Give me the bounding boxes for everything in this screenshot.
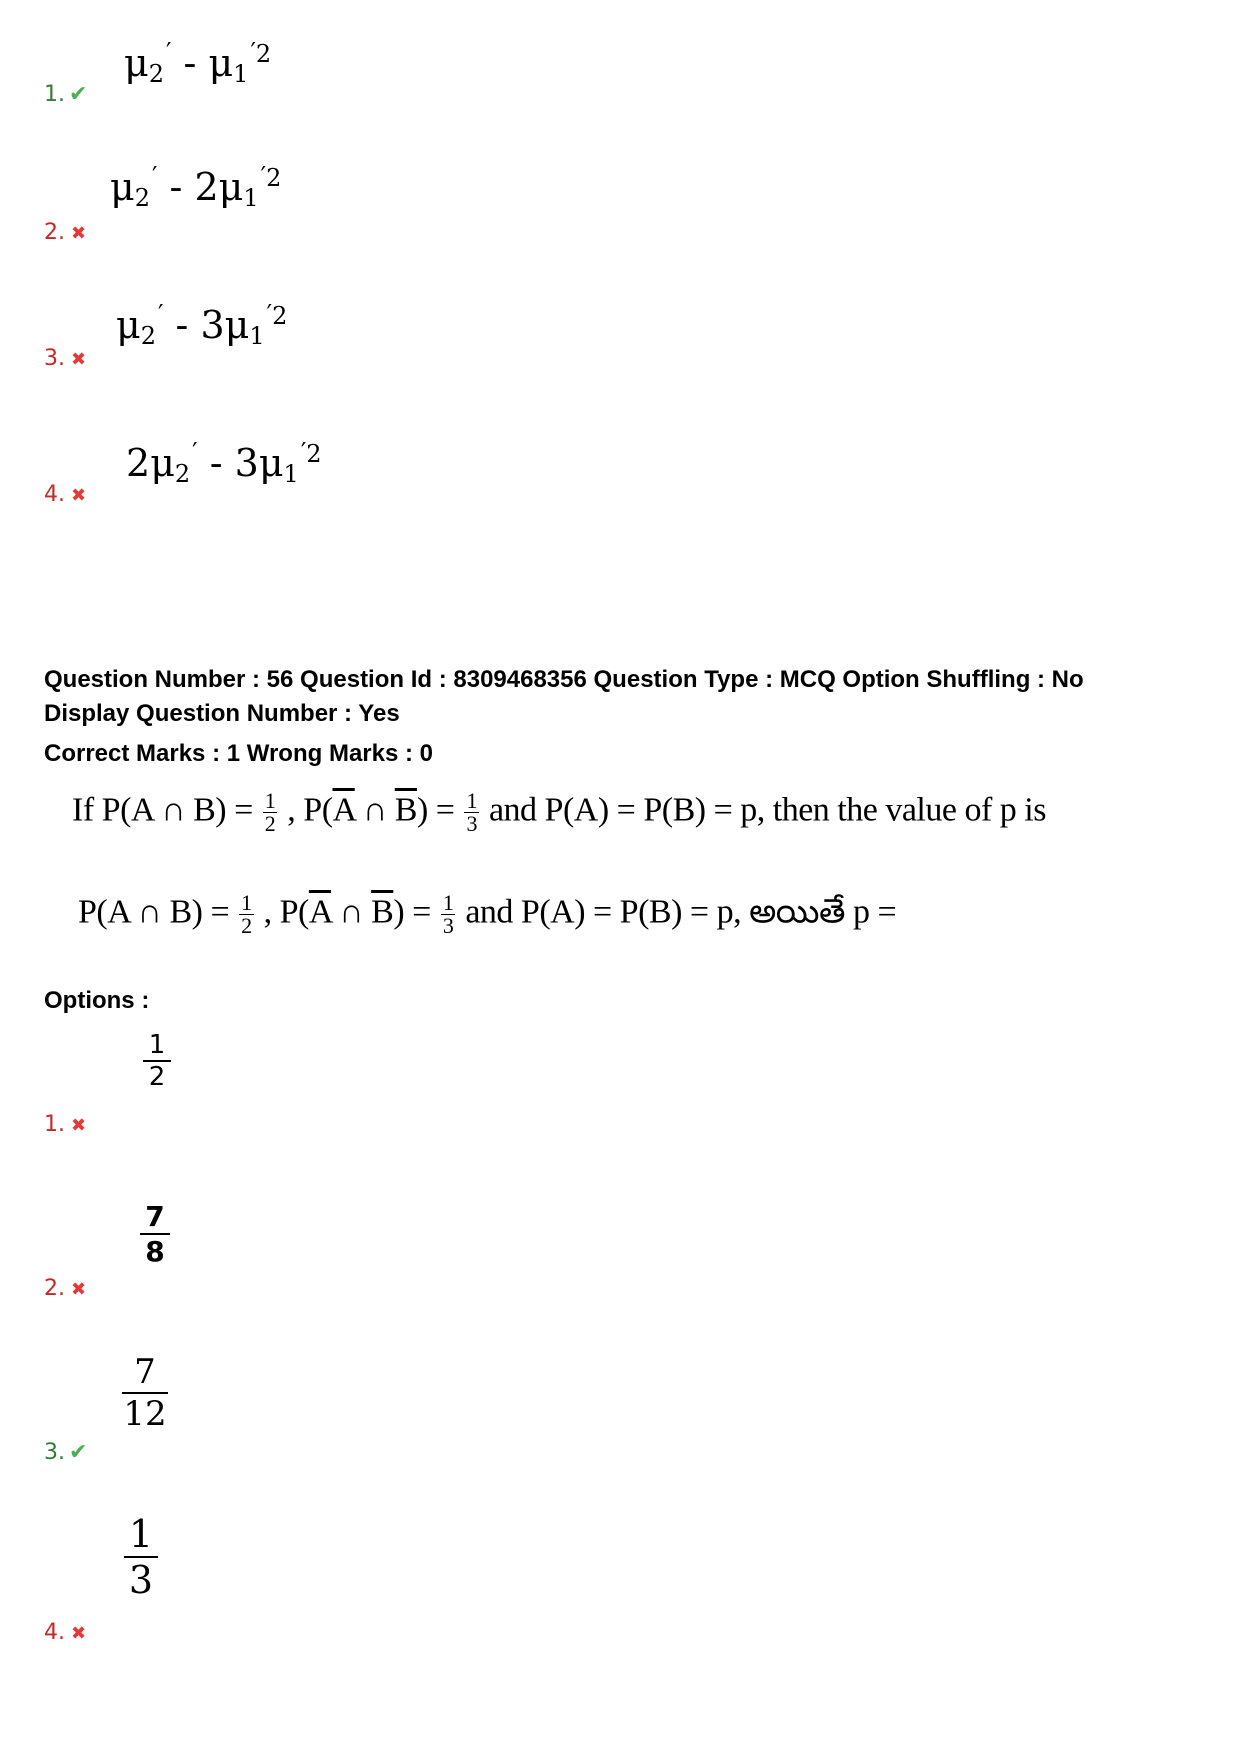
option-number: 3.	[44, 346, 65, 371]
option-1-value: 1 2	[143, 1030, 171, 1092]
prev-option-2[interactable]	[44, 222, 86, 244]
option-2-value: 7 8	[140, 1200, 170, 1268]
option-number: 1.	[44, 1112, 65, 1137]
option-number: 2.	[44, 1276, 65, 1301]
option-4[interactable]	[44, 1622, 86, 1644]
cross-icon: ✖	[71, 349, 87, 370]
prev-option-2-formula: $\mu_2' - 2\mu_1^{'2}$	[110, 162, 282, 212]
option-number: 4.	[44, 1620, 65, 1645]
prev-option-4-formula: $2\mu_2' - 3\mu_1^{'2}$	[126, 438, 322, 488]
cross-icon: ✖	[71, 1279, 87, 1300]
cross-icon: ✖	[71, 223, 87, 244]
option-number: 2.	[44, 220, 65, 245]
option-4-value: 1 3	[124, 1512, 158, 1602]
question-meta-line2: Display Question Number : Yes	[44, 700, 400, 727]
prev-option-1[interactable]	[44, 84, 87, 106]
cross-icon: ✖	[71, 485, 87, 506]
options-label: Options :	[44, 987, 150, 1014]
option-number: 1.	[44, 82, 65, 107]
prev-option-3-formula: $\mu_2' - 3\mu_1^{'2}$	[116, 300, 288, 350]
prev-option-4[interactable]	[44, 484, 86, 506]
check-icon: ✔	[69, 1440, 88, 1465]
check-icon: ✔	[69, 82, 88, 107]
prev-option-1-formula: $\mu_2' - \mu_1^{'2}$	[124, 38, 272, 88]
question-marks: Correct Marks : 1 Wrong Marks : 0	[44, 740, 434, 767]
question-text-english: If P(A ∩ B) = $\frac{1}{2}$ , $P(\overline{A}$ ∩ $\overline{B}$) = $\frac{1}{3}$ and P(A) = P(B) = p, then the value of p is	[72, 788, 1046, 836]
option-3-value: 7 12	[123, 1352, 167, 1434]
option-1[interactable]	[44, 1114, 86, 1136]
cross-icon: ✖	[71, 1623, 87, 1644]
prev-option-3[interactable]	[44, 348, 86, 370]
question-meta	[44, 663, 1204, 731]
option-3[interactable]	[44, 1442, 87, 1464]
option-number: 3.	[44, 1440, 65, 1465]
option-2[interactable]	[44, 1278, 86, 1300]
question-text-telugu: P(A ∩ B) = $\frac{1}{2}$ , $P(\overline{A}$ ∩ $\overline{B}$) = $\frac{1}{3}$ and P(A) = P(B) = p, అయితే p =	[78, 890, 897, 938]
option-number: 4.	[44, 482, 65, 507]
cross-icon: ✖	[71, 1115, 87, 1136]
question-meta-line1: Question Number : 56 Question Id : 8309468356 Question Type : MCQ Option Shuffling : No	[44, 666, 1084, 693]
